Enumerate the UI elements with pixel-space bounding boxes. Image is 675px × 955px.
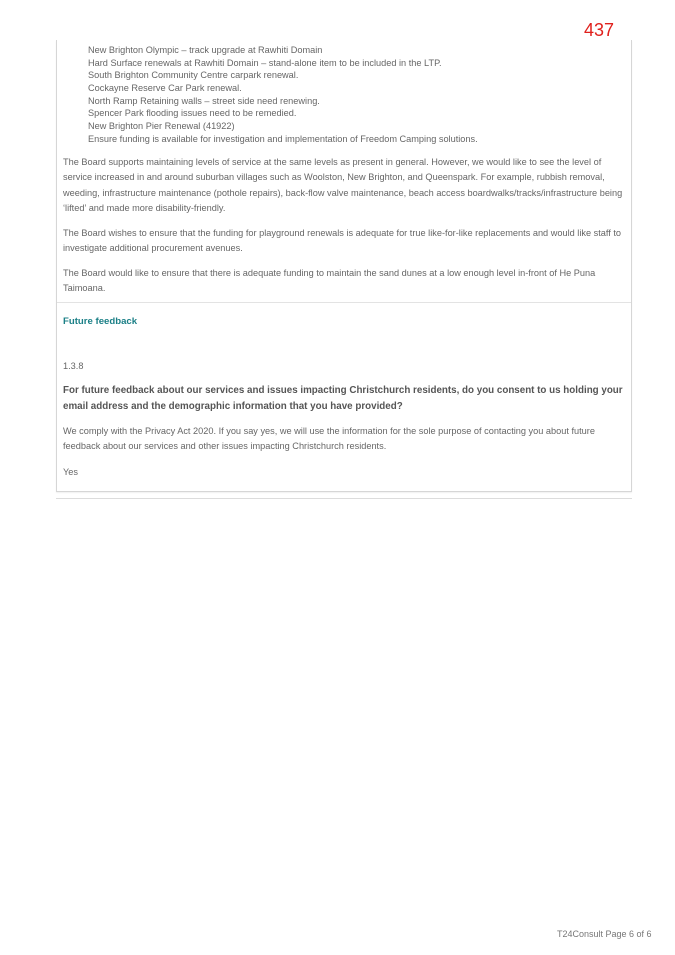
question-number: 1.3.8 — [63, 360, 84, 371]
privacy-note: We comply with the Privacy Act 2020. If you say yes, we will use the information for the sole purpose of contacting you about future feedback about our services and other issues impacting Christchurch residents. — [63, 425, 595, 452]
list-item: Cockayne Reserve Car Park renewal. — [88, 83, 242, 94]
panel-bottom-rule — [56, 498, 632, 499]
list-item: Hard Surface renewals at Rawhiti Domain – stand-alone item to be included in the LTP. — [88, 57, 442, 68]
consent-answer: Yes — [63, 466, 78, 477]
page-number: 437 — [584, 20, 615, 40]
list-item: New Brighton Olympic – track upgrade at Rawhiti Domain — [88, 45, 323, 55]
playground-paragraph: The Board wishes to ensure that the funding for playground renewals is adequate for true like-for-like replacements and would like staff to investigate additional procurement avenues. — [63, 227, 622, 253]
page-footer: T24Consult Page 6 of 6 — [557, 929, 652, 939]
list-item: New Brighton Pier Renewal (41922) — [88, 121, 235, 132]
submission-content — [63, 40, 625, 478]
list-item: South Brighton Community Centre carpark renewal. — [88, 70, 299, 81]
list-item: North Ramp Retaining walls – street side need renewing. — [88, 95, 320, 106]
section-divider — [57, 302, 631, 303]
list-item: Spencer Park flooding issues need to be remedied. — [88, 108, 297, 119]
submission-panel — [56, 40, 632, 492]
future-feedback-heading: Future feedback — [63, 315, 138, 327]
renewal-list — [63, 44, 625, 146]
sand-dunes-paragraph: The Board would like to ensure that there is adequate funding to maintain the sand dunes at a low enough level in-front of He Puna Taimoana. — [63, 267, 596, 293]
level-of-service-paragraph: The Board supports maintaining levels of service at the same levels as present in general. However, we would like to see the level of service increased in and around suburban villages such as Woolston, New Brighton, and Queenspark. For example, rubbish removal, weeding, infrastructure maintenance (pothole repairs), back-flow valve maintenance, beach access boardwalks/tracks/infrastructure being ‘lifted’ and made more disability-friendly. — [63, 156, 623, 213]
consent-question: For future feedback about our services and issues impacting Christchurch residents, do you consent to us holding your email address and the demographic information that you have provided? — [63, 384, 623, 412]
list-item: Ensure funding is available for investigation and implementation of Freedom Camping solutions. — [88, 133, 478, 144]
